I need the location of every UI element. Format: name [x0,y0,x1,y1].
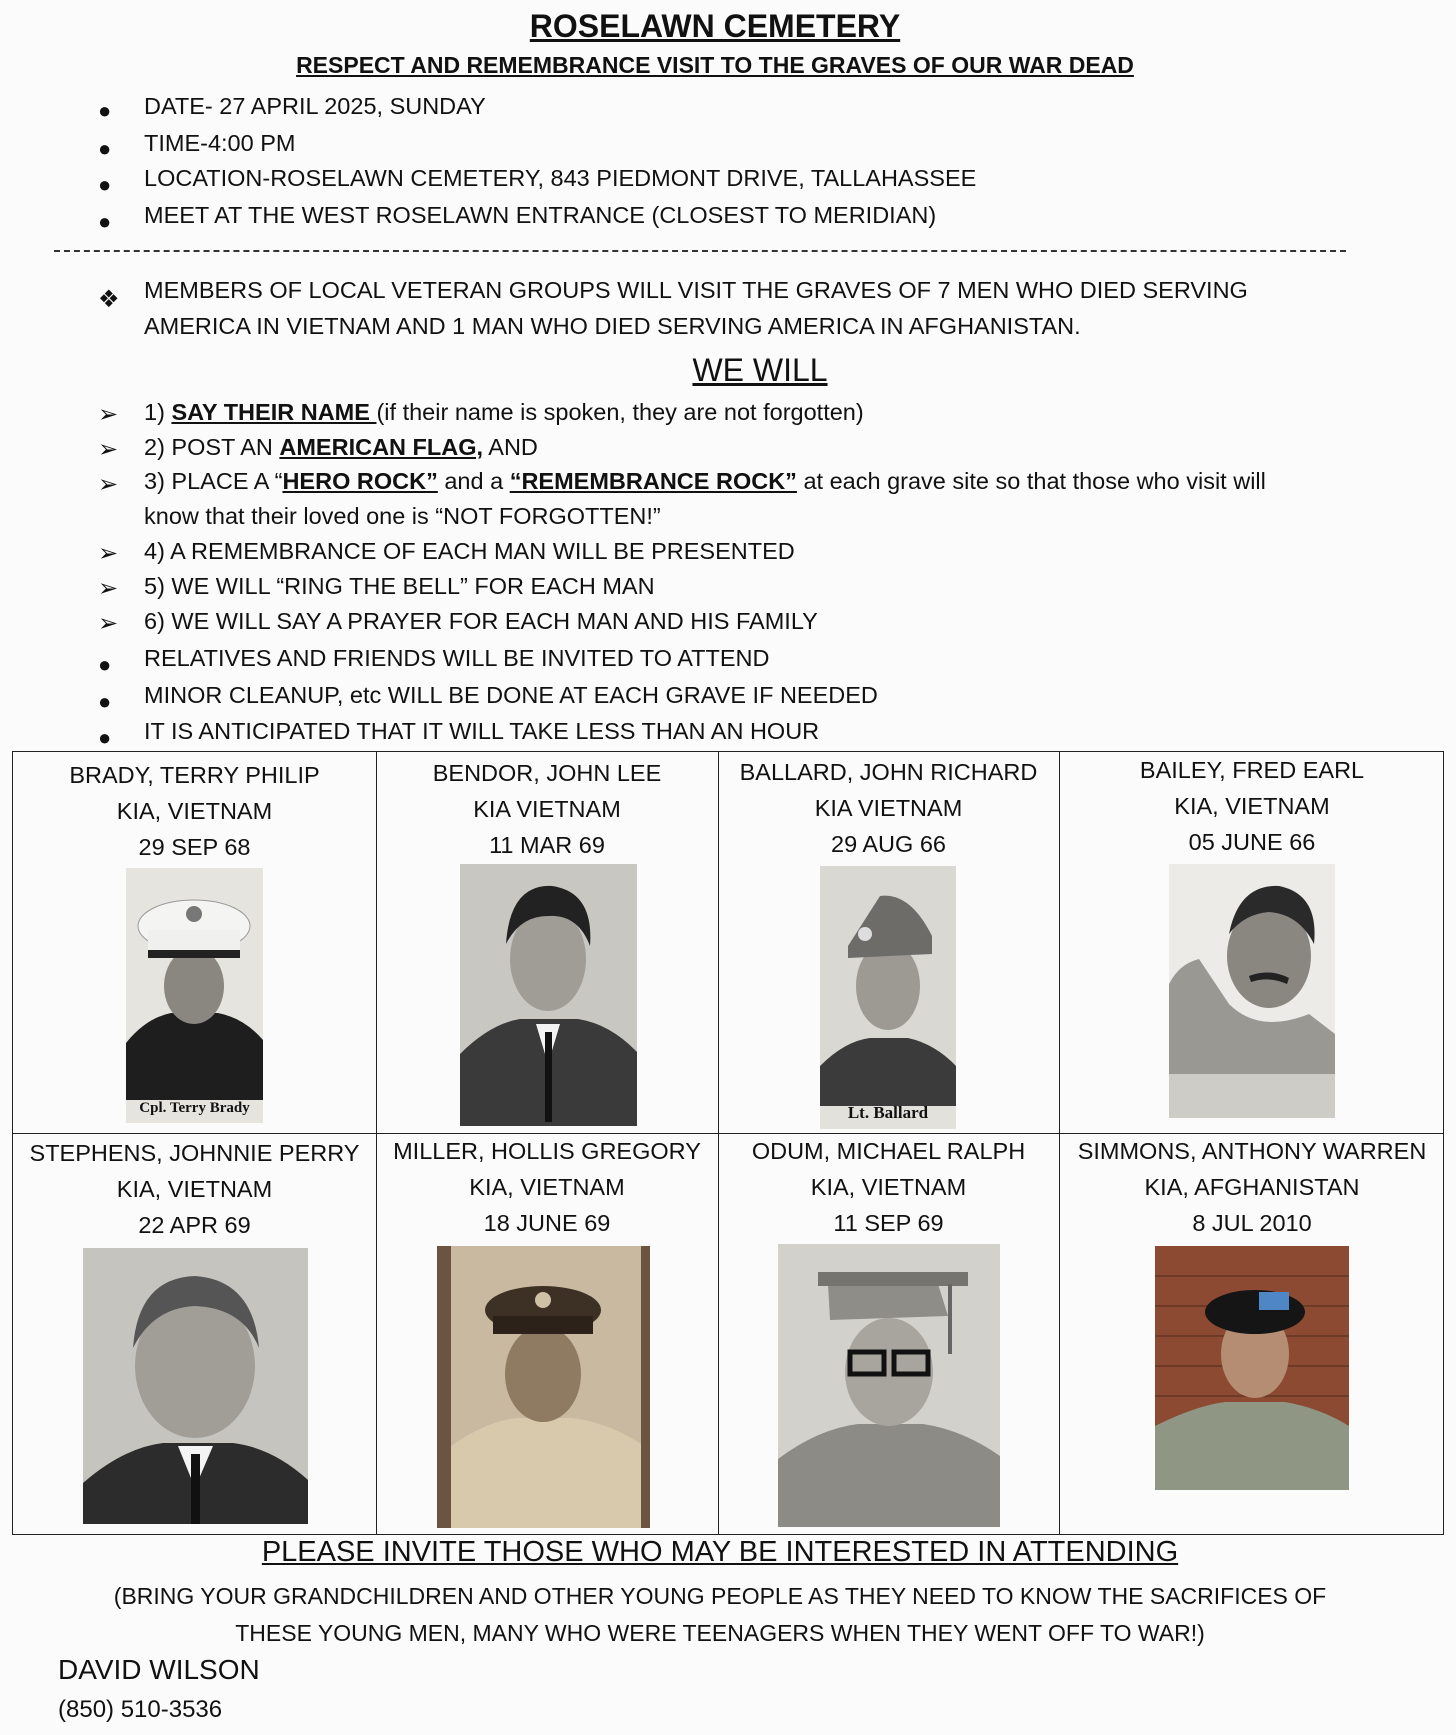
soldier-date: 29 AUG 66 [831,831,946,857]
soldier-photo [437,1246,650,1528]
arrow-bullet-icon: ➢ [98,471,119,498]
soldier-card [13,752,376,1133]
arrow-bullet-icon: ➢ [98,401,119,428]
dashed-divider [54,250,1346,252]
soldier-name: BRADY, TERRY PHILIP [69,762,320,788]
bullet-icon: ● [98,136,112,161]
bullet-icon: ● [98,98,112,123]
note-cleanup: MINOR CLEANUP, etc WILL BE DONE AT EACH GRAVE IF NEEDED [144,682,878,708]
we-will-item-3-line-2: know that their loved one is “NOT FORGOTTEN!” [144,503,661,529]
we-will-item-4: 4) A REMEMBRANCE OF EACH MAN WILL BE PRESENTED [144,538,795,564]
note-duration: IT IS ANTICIPATED THAT IT WILL TAKE LESS THAN AN HOUR [144,718,820,744]
detail-location: LOCATION-ROSELAWN CEMETERY, 843 PIEDMONT DRIVE, TALLAHASSEE [144,165,977,191]
page-title: ROSELAWN CEMETERY [529,8,901,44]
soldier-photo [83,1248,308,1524]
we-will-item-3: 3) PLACE A “HERO ROCK” and a “REMEMBRANCE ROCK” at each grave site so that those who visit will [144,468,1266,494]
bullet-icon: ● [98,172,112,197]
arrow-bullet-icon: ➢ [98,540,119,567]
detail-meeting-point: MEET AT THE WEST ROSELAWN ENTRANCE (CLOSEST TO MERIDIAN) [144,202,937,228]
soldier-status: KIA, VIETNAM [116,1176,273,1202]
diamond-bullet-icon: ❖ [98,286,120,313]
contact-phone: (850) 510-3536 [58,1696,223,1723]
we-will-item-6: 6) WE WILL SAY A PRAYER FOR EACH MAN AND HIS FAMILY [144,608,818,634]
soldier-date: 29 SEP 68 [138,834,251,860]
invite-text-line-1: (BRING YOUR GRANDCHILDREN AND OTHER YOUNG PEOPLE AS THEY NEED TO KNOW THE SACRIFICES OF [113,1583,1327,1609]
photo-caption: Cpl. Terry Brady [139,1100,250,1116]
members-line-2: AMERICA IN VIETNAM AND 1 MAN WHO DIED SERVING AMERICA IN AFGHANISTAN. [144,313,1081,339]
note-relatives: RELATIVES AND FRIENDS WILL BE INVITED TO ATTEND [144,645,770,671]
soldier-name: STEPHENS, JOHNNIE PERRY [29,1140,360,1166]
soldier-card [13,1133,376,1535]
soldier-card [376,752,718,1133]
invite-heading: PLEASE INVITE THOSE WHO MAY BE INTERESTED IN ATTENDING [261,1536,1179,1568]
bullet-icon: ● [98,652,112,677]
soldier-date: 8 JUL 2010 [1192,1210,1312,1236]
soldier-card [1059,752,1445,1133]
soldier-date: 18 JUNE 69 [483,1210,611,1236]
soldier-card [1059,1133,1445,1535]
invite-text-line-2: THESE YOUNG MEN, MANY WHO WERE TEENAGERS WHEN THEY WENT OFF TO WAR!) [235,1620,1205,1646]
members-line-1: MEMBERS OF LOCAL VETERAN GROUPS WILL VISIT THE GRAVES OF 7 MEN WHO DIED SERVING [144,277,1248,303]
soldier-date: 05 JUNE 66 [1188,829,1316,855]
soldier-photo [778,1244,1000,1527]
soldier-photo [126,868,263,1123]
soldier-card [718,752,1059,1133]
we-will-item-1: 1) SAY THEIR NAME (if their name is spoken, they are not forgotten) [144,399,864,425]
bullet-icon: ● [98,689,112,714]
soldier-status: KIA VIETNAM [473,796,621,822]
soldier-photo [1169,864,1335,1118]
soldier-name: BALLARD, JOHN RICHARD [739,759,1038,785]
soldier-date: 22 APR 69 [138,1212,251,1238]
soldier-photo [820,866,956,1129]
soldier-status: KIA, AFGHANISTAN [1144,1174,1360,1200]
soldier-status: KIA, VIETNAM [116,798,273,824]
contact-name: DAVID WILSON [58,1654,260,1685]
bullet-icon: ● [98,725,112,750]
detail-date: DATE- 27 APRIL 2025, SUNDAY [144,93,486,119]
soldier-name: BAILEY, FRED EARL [1139,757,1365,783]
soldier-date: 11 MAR 69 [489,832,605,858]
bullet-icon: ● [98,209,112,234]
we-will-heading: WE WILL [692,352,828,388]
we-will-item-5: 5) WE WILL “RING THE BELL” FOR EACH MAN [144,573,655,599]
soldier-card [376,1133,718,1535]
soldier-photo [1155,1246,1349,1490]
page-subtitle: RESPECT AND REMEMBRANCE VISIT TO THE GRAVES OF OUR WAR DEAD [296,52,1134,78]
soldier-date: 11 SEP 69 [833,1210,944,1236]
soldier-status: KIA, VIETNAM [469,1174,625,1200]
we-will-item-2: 2) POST AN AMERICAN FLAG, AND [144,434,538,460]
soldier-name: ODUM, MICHAEL RALPH [751,1138,1026,1164]
arrow-bullet-icon: ➢ [98,610,119,637]
soldier-status: KIA, VIETNAM [810,1174,967,1200]
arrow-bullet-icon: ➢ [98,575,119,602]
soldier-status: KIA VIETNAM [814,795,963,821]
soldier-photo [460,864,637,1126]
soldier-card [718,1133,1059,1535]
detail-time: TIME-4:00 PM [144,130,296,156]
soldier-status: KIA, VIETNAM [1174,793,1330,819]
soldier-name: BENDOR, JOHN LEE [432,760,662,786]
soldier-name: MILLER, HOLLIS GREGORY [393,1138,701,1164]
soldier-grid [12,751,1444,1535]
soldier-name: SIMMONS, ANTHONY WARREN [1077,1138,1427,1164]
arrow-bullet-icon: ➢ [98,436,119,463]
photo-caption: Lt. Ballard [847,1103,929,1122]
invite-text [60,1578,1380,1652]
